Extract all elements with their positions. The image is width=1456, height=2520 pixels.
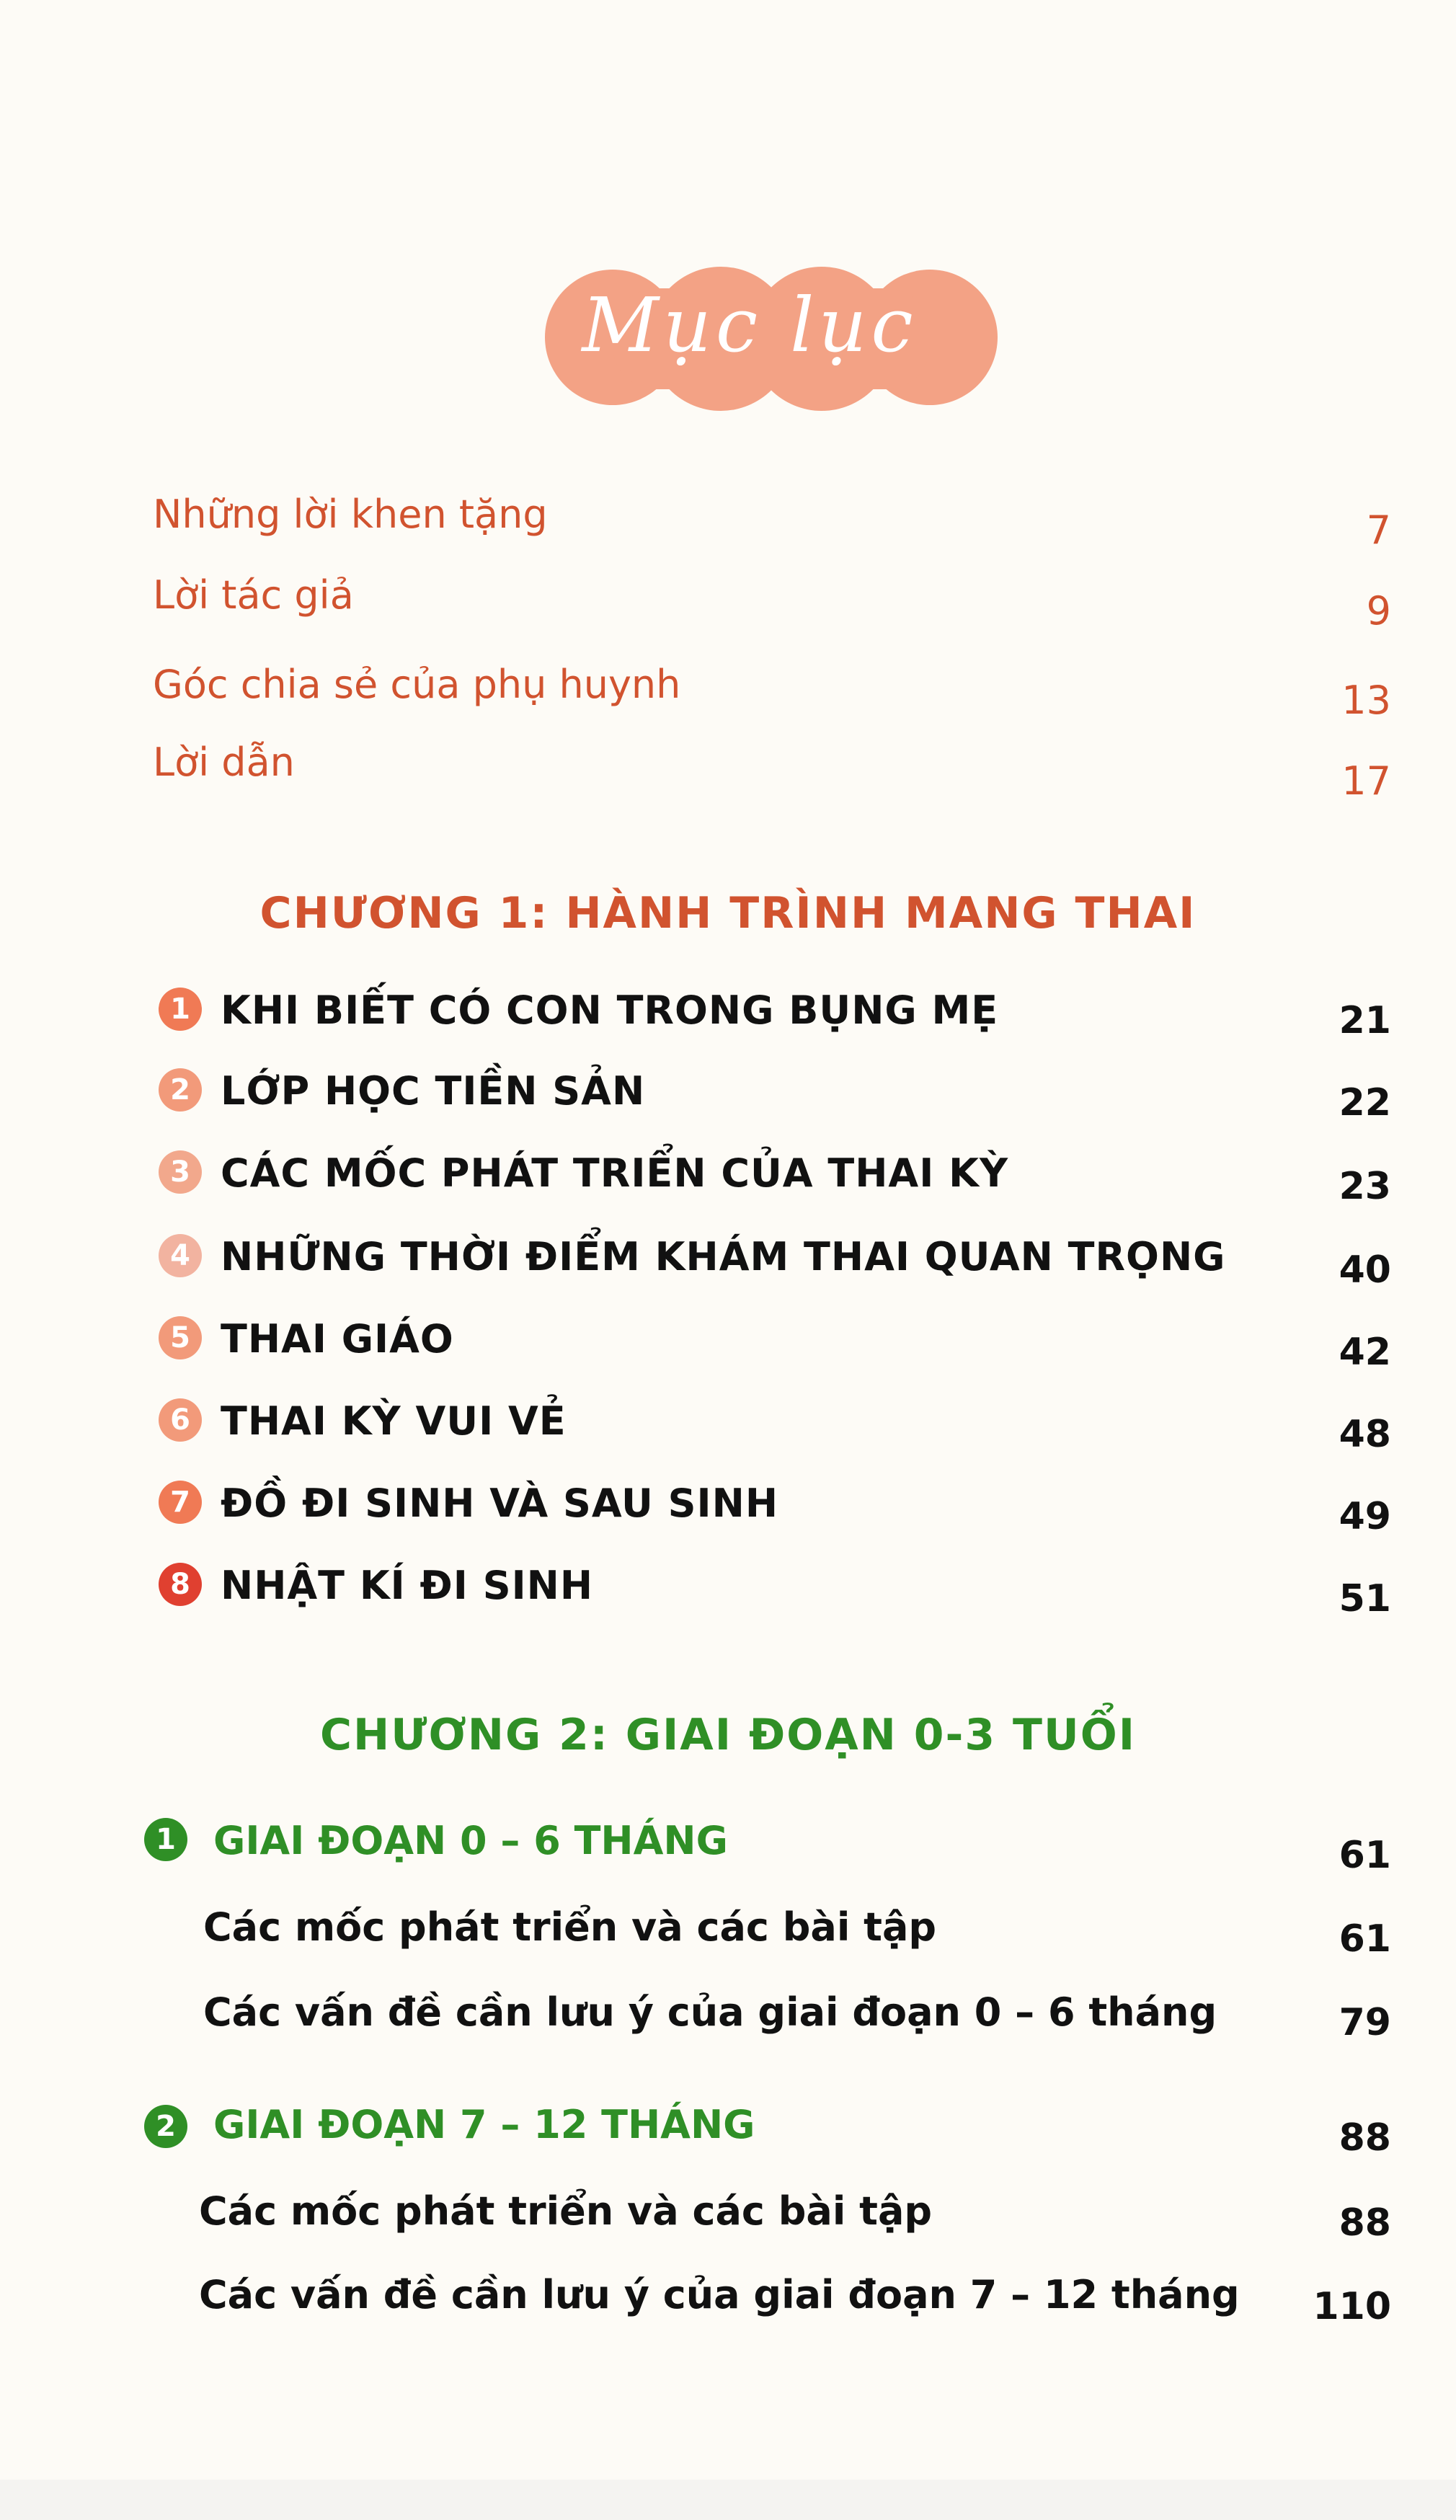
toc-entry-label: CÁC MỐC PHÁT TRIỂN CỦA THAI KỲ [221,1150,1009,1196]
number-badge-icon: 4 [159,1234,202,1277]
toc-entry-label: NHẬT KÍ ĐI SINH [221,1563,594,1608]
toc-subentry[interactable] [0,2188,1456,2261]
toc-entry-page: 23 [1339,1165,1391,1208]
toc-entry-label: LỚP HỌC TIỀN SẢN [221,1068,646,1114]
toc-subentry[interactable] [0,1989,1456,2062]
toc-entry-page: 21 [1339,999,1391,1042]
toc-entry[interactable] [0,1316,1456,1388]
toc-entry[interactable] [0,662,1456,734]
number-badge-icon: 5 [159,1316,202,1359]
toc-entry-page: 13 [1341,678,1391,723]
toc-entry-page: 88 [1339,2116,1391,2160]
page-title: Mục lục [582,281,918,369]
toc-entry-label: KHI BIẾT CÓ CON TRONG BỤNG MẸ [221,988,999,1033]
toc-entry-label: Lời tác giả [153,572,354,618]
toc-entry-page: 7 [1366,507,1391,553]
toc-entry[interactable] [0,492,1456,564]
toc-entry-label: THAI GIÁO [221,1316,454,1362]
toc-entry-label: NHỮNG THỜI ĐIỂM KHÁM THAI QUAN TRỌNG [221,1234,1226,1279]
toc-entry-page: 88 [1339,2201,1391,2245]
toc-subentry[interactable] [0,1904,1456,1976]
number-badge-icon: 7 [159,1481,202,1524]
toc-entry-page: 110 [1313,2285,1391,2328]
number-badge-icon: 8 [159,1563,202,1606]
number-badge-icon: 3 [159,1150,202,1194]
number-badge-icon: 6 [159,1398,202,1442]
toc-entry-page: 42 [1339,1331,1391,1374]
toc-entry-page: 17 [1341,758,1391,804]
toc-subentry-label: Các mốc phát triển và các bài tập [203,1904,937,1950]
toc-entry-page: 22 [1339,1081,1391,1124]
chapter2-heading: CHƯƠNG 2: GIAI ĐOẠN 0-3 TUỔI [319,1710,1137,1760]
toc-section[interactable] [0,1818,1456,1890]
toc-entry-page: 61 [1339,1834,1391,1877]
page-rounded-corner [43,2422,1456,2480]
toc-subentry-label: Các vấn đề cần lưu ý của giai đoạn 7 – 12 tháng [199,2272,1240,2317]
toc-entry-page: 49 [1339,1495,1391,1538]
number-badge-icon: 1 [159,988,202,1031]
title-blob-shape [0,0,1456,505]
toc-entry[interactable] [0,1068,1456,1140]
chapter1-heading: CHƯƠNG 1: HÀNH TRÌNH MANG THAI [259,888,1197,939]
number-badge-icon: 1 [144,1818,187,1861]
toc-entry[interactable] [0,740,1456,812]
toc-subentry-label: Các mốc phát triển và các bài tập [199,2188,933,2234]
toc-entry[interactable] [0,988,1456,1060]
toc-entry-page: 40 [1339,1248,1391,1292]
toc-entry[interactable] [0,1563,1456,1635]
page-bottom-edge [0,2480,1456,2520]
number-badge-icon: 2 [144,2105,187,2148]
toc-entry-label: THAI KỲ VUI VẺ [221,1398,567,1444]
toc-entry-page: 9 [1366,588,1391,634]
toc-entry[interactable] [0,1150,1456,1223]
toc-entry-page: 51 [1339,1577,1391,1620]
number-badge-icon: 2 [159,1068,202,1112]
toc-subentry[interactable] [0,2272,1456,2344]
toc-section-label: GIAI ĐOẠN 7 – 12 THÁNG [213,2102,755,2147]
toc-entry-label: Góc chia sẻ của phụ huynh [153,662,681,707]
toc-entry-label: ĐỒ ĐI SINH VÀ SAU SINH [221,1481,779,1526]
toc-entry[interactable] [0,572,1456,644]
toc-section-label: GIAI ĐOẠN 0 – 6 THÁNG [213,1818,728,1863]
toc-entry-label: Những lời khen tặng [153,492,548,537]
toc-section[interactable] [0,2102,1456,2174]
toc-entry[interactable] [0,1234,1456,1306]
toc-entry[interactable] [0,1481,1456,1553]
toc-entry[interactable] [0,1398,1456,1470]
toc-entry-label: Lời dẫn [153,740,295,785]
toc-entry-page: 61 [1339,1917,1391,1961]
toc-entry-page: 48 [1339,1413,1391,1456]
toc-entry-page: 79 [1339,2001,1391,2044]
toc-subentry-label: Các vấn đề cần lưu ý của giai đoạn 0 – 6 tháng [203,1989,1217,2035]
